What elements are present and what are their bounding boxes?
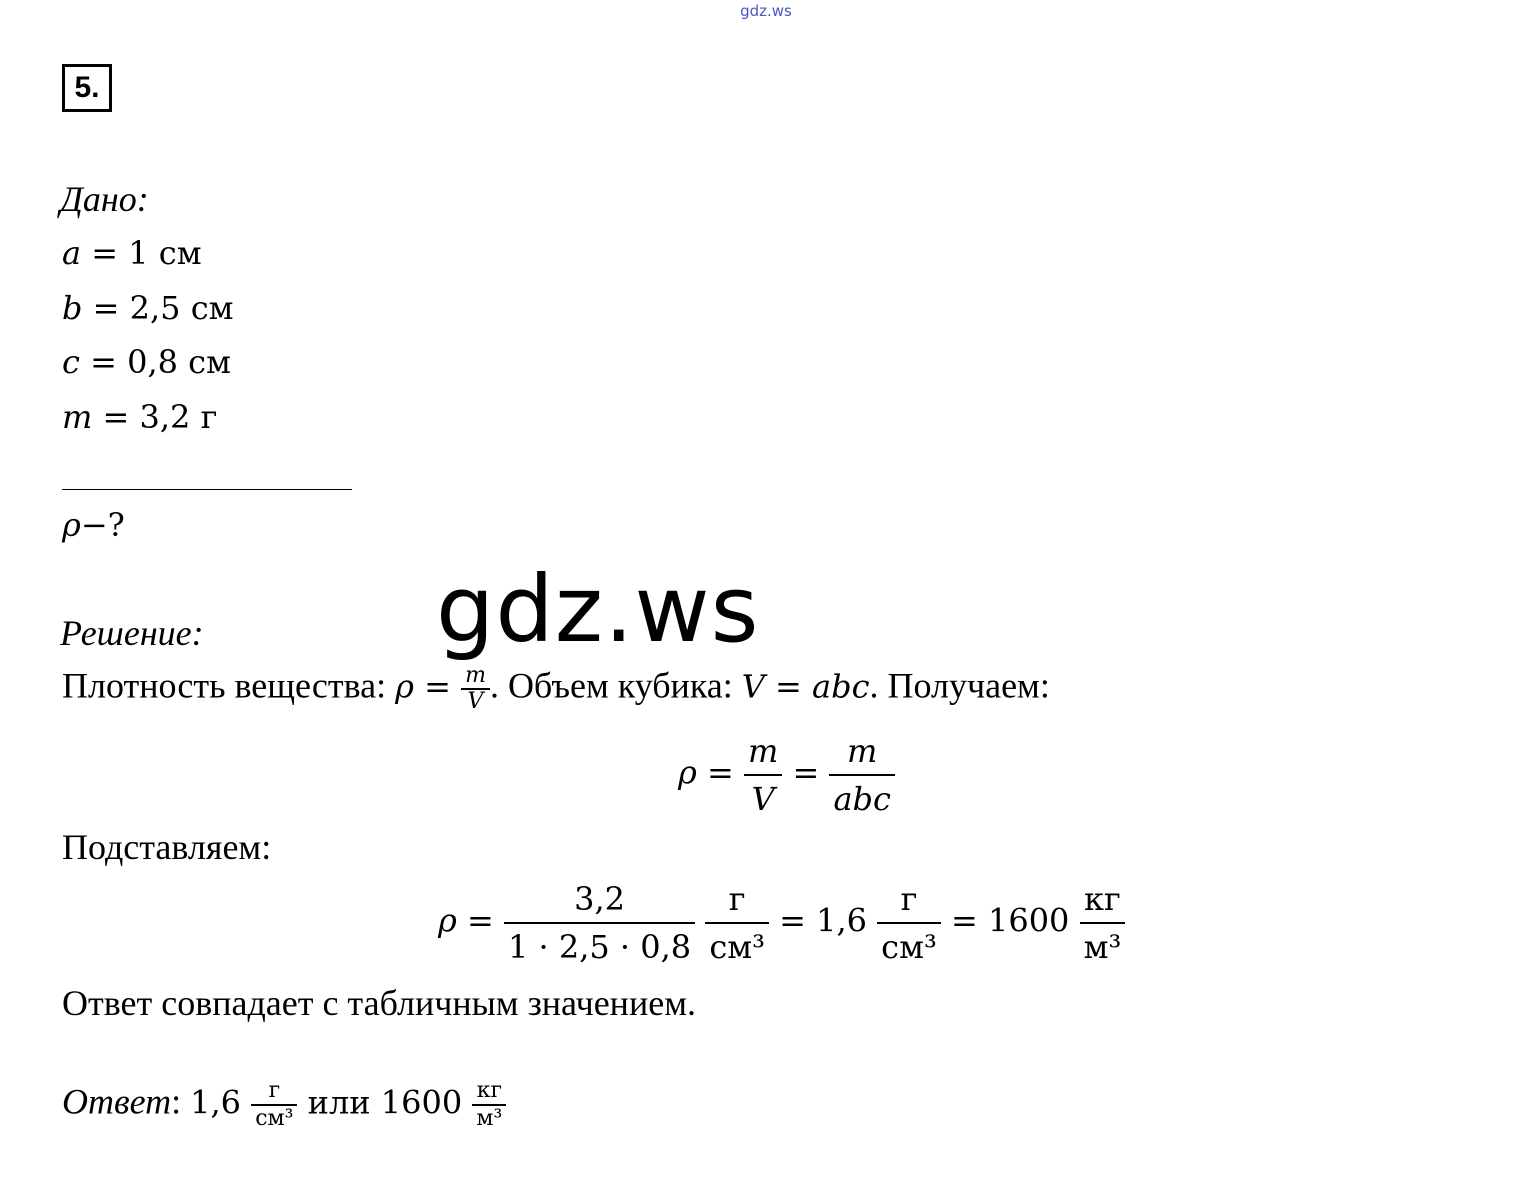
unit-g-per-cm3 (251, 1078, 297, 1132)
fraction-denominator: 1 · 2,5 · 0,8 (507, 928, 692, 966)
unit-numerator: кг (472, 1078, 506, 1106)
equals-sign: = (764, 667, 813, 706)
problem-number: 5. (62, 64, 112, 112)
fraction-numerator: m (744, 728, 782, 776)
given-line-a (62, 234, 202, 272)
intermediate-result: = 1,6 (768, 901, 878, 940)
substitute-label: Подставляем: (62, 827, 272, 867)
fraction-m-over-abc (829, 728, 894, 822)
fraction-numerator: m (829, 728, 894, 776)
given-var: m (62, 398, 93, 436)
inline-fraction-m-over-v (461, 664, 490, 714)
fraction-denominator: abc (833, 780, 891, 818)
unit-numerator: кг (1080, 876, 1126, 924)
given-value: = 0,8 см (79, 343, 231, 381)
equals-sign: = (696, 753, 744, 792)
equals-sign: = (782, 753, 830, 792)
unit-numerator: г (705, 876, 769, 924)
fraction-numerator: 3,2 (504, 876, 695, 924)
fraction-denominator: V (467, 689, 484, 714)
unit-denominator: см³ (255, 1106, 294, 1131)
final-result: = 1600 (940, 901, 1080, 940)
unit-kg-per-m3 (1080, 876, 1126, 970)
density-formula (678, 728, 895, 822)
density-text: Плотность вещества: (62, 665, 396, 706)
equals-sign: = (413, 667, 462, 706)
calculation-formula (438, 876, 1125, 970)
find-var: ρ (62, 506, 81, 544)
solution-heading: Решение: (60, 613, 204, 653)
find-question: −? (80, 506, 125, 544)
given-var: a (62, 234, 82, 272)
conclusion-text: Ответ совпадает с табличным значением. (62, 983, 696, 1023)
find-line (62, 506, 125, 544)
watermark-top: gdz.ws (740, 2, 792, 20)
rho-symbol: ρ (395, 667, 414, 706)
volume-formula: abc (812, 667, 870, 706)
answer-label: Ответ (62, 1081, 172, 1122)
unit-denominator: м³ (476, 1106, 503, 1131)
answer-value-1: 1,6 (190, 1083, 252, 1122)
fraction-numerator: m (461, 664, 490, 690)
rho-symbol: ρ (678, 753, 697, 792)
fraction-denominator: V (751, 780, 775, 818)
answer-value-2: или 1600 (297, 1083, 473, 1122)
volume-var: V (741, 667, 765, 706)
unit-g-per-cm3 (705, 876, 769, 970)
given-value: = 3,2 г (92, 398, 218, 436)
answer-colon: : (171, 1081, 191, 1122)
given-line-m (62, 398, 217, 436)
given-value: = 1 см (81, 234, 202, 272)
given-heading: Дано: (60, 179, 149, 219)
volume-text: . Объем кубика: (489, 665, 742, 706)
fraction-values (504, 876, 695, 970)
given-var: c (62, 343, 80, 381)
watermark-big: gdz.ws (436, 556, 760, 663)
solution-line-1 (62, 664, 1050, 714)
given-value: = 2,5 см (82, 289, 234, 327)
unit-numerator: г (877, 876, 941, 924)
unit-kg-per-m3 (472, 1078, 506, 1132)
answer-line (62, 1078, 506, 1132)
equals-sign: = (456, 901, 504, 940)
given-var: b (62, 289, 83, 327)
given-line-c (62, 343, 231, 381)
given-line-b (62, 289, 234, 327)
unit-numerator: г (251, 1078, 297, 1106)
result-text: . Получаем: (869, 665, 1050, 706)
unit-g-per-cm3 (877, 876, 941, 970)
unit-denominator: см³ (709, 928, 765, 966)
fraction-m-over-v (744, 728, 782, 822)
unit-denominator: м³ (1083, 928, 1122, 966)
rho-symbol: ρ (438, 901, 457, 940)
unit-denominator: см³ (881, 928, 937, 966)
given-divider (62, 489, 352, 490)
